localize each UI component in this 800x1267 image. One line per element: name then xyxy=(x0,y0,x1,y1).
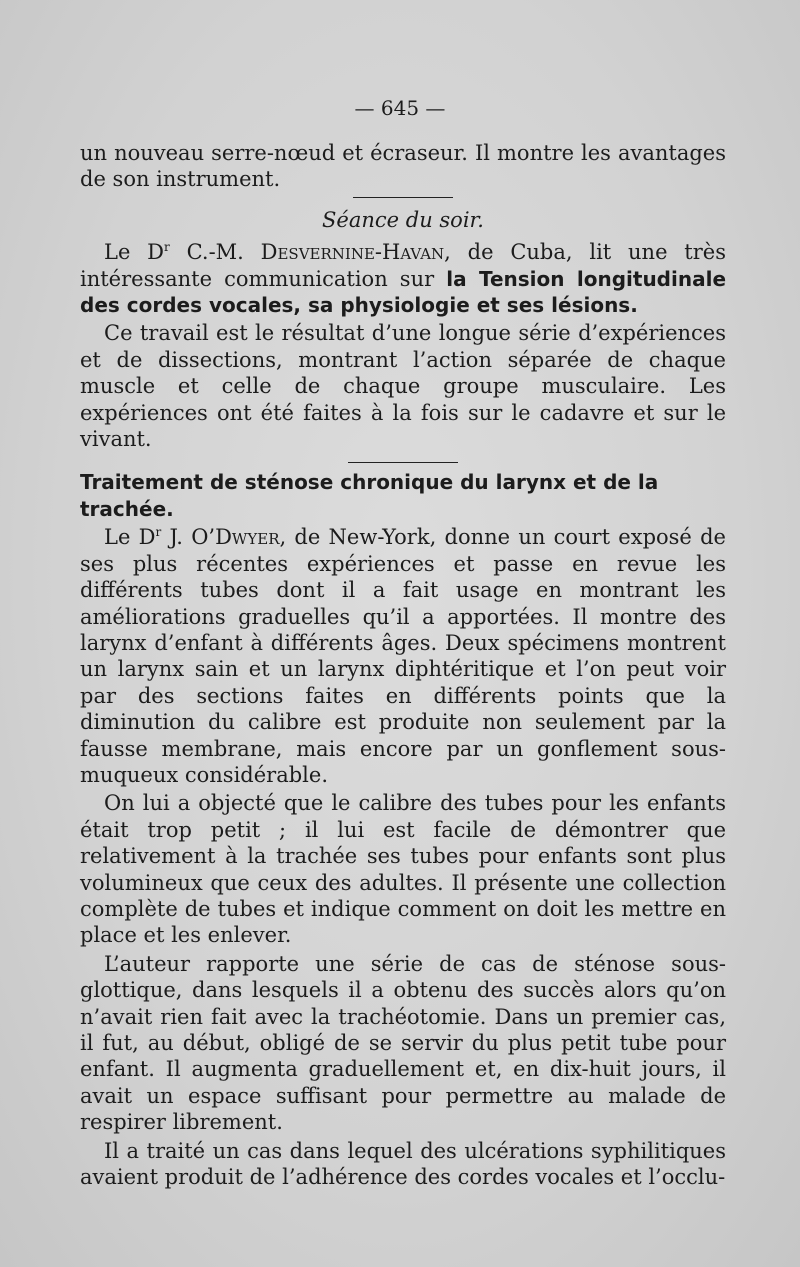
page-number: — 645 — xyxy=(354,96,446,120)
section-divider xyxy=(353,197,453,198)
author-name: Desvernine-Havan xyxy=(260,240,445,265)
paragraph-cases: L’auteur rapporte une série de cas de sténose sous-glottique, dans lesquels il a obtenu des succès alors qu’on n’avait rien fait avec la trachéotomie. Dans un premier cas, il fut, au début, obligé de se servir du plus petit tube pour enfant. Il augmenta graduellement et, en dix-huit jours, il avait un espace suffisant pour permettre au malade de respirer librement. xyxy=(80,951,726,1135)
page-text xyxy=(80,140,726,1190)
paragraph-syphilis: Il a traité un cas dans lequel des ulcérations syphilitiques avaient produit de l’adhérence des cordes vocales et l’occlu- xyxy=(80,1138,726,1190)
section-divider xyxy=(348,462,458,463)
section-heading: Traitement de sténose chronique du larynx et de la trachée. xyxy=(80,470,659,521)
session-title: Séance du soir. xyxy=(322,207,484,232)
author-name: Dwyer xyxy=(215,525,280,550)
communication-title: la Tension longitudinale des cordes vocales, sa physiologie et ses lésions. xyxy=(80,266,727,318)
paragraph-desvernine: Le $D^r$ C.-M. Desvernine-Havan, de Cuba, lit une très intéressante communication sur la Tension longitudinale des cordes vocales, sa physiologie et ses lésions. xyxy=(80,240,727,318)
paragraph-experiences: Ce travail est le résultat d’une longue série d’expériences et de dissections, montrant l’action séparée de chaque muscle et celle de chaque groupe musculaire. Les expériences ont été faites à la fois sur le cadavre et sur le vivant. xyxy=(80,321,726,452)
paragraph-odwyer: Le $D^r$ J. O’Dwyer, de New-York, donne un court exposé de ses plus récentes expériences et passe en revue les différents tubes dont il a fait usage en montrant les améliorations graduelles qu’il a apportées. Il montre des larynx d’enfant à différents âges. Deux spécimens montrent un larynx sain et un larynx diphtéritique et l’on peut voir par des sections faites en différents points que la diminution du calibre est produite non seulement par la fausse membrane, mais encore par un gonflement sous-muqueux considérable. xyxy=(80,525,726,787)
paragraph-continuation: un nouveau serre-nœud et écraseur. Il montre les avantages de son instrument. xyxy=(80,141,726,192)
paragraph-tubes: On lui a objecté que le calibre des tubes pour les enfants était trop petit ; il lui est facile de démontrer que relativement à la trachée ses tubes pour enfants sont plus volumineux que ceux des adultes. Il présente une collection complète de tubes et indique comment on doit les mettre en place et les enlever. xyxy=(80,791,726,948)
